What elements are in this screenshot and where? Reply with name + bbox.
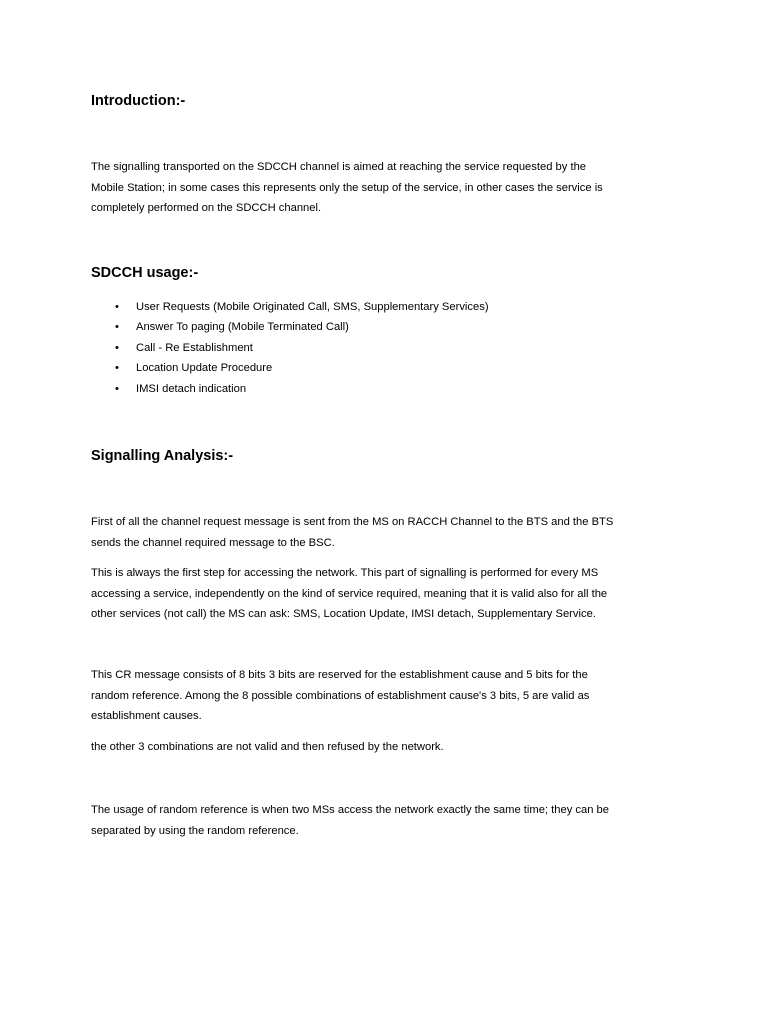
introduction-heading: Introduction:- [91,93,186,109]
list-item [91,317,489,337]
signalling-analysis-heading: Signalling Analysis:- [91,448,234,464]
paragraph-line: First of all the channel request message is sent from the MS on RACCH Channel to the BTS and the BTS [91,516,614,528]
introduction-paragraph [91,157,691,219]
list-item [91,297,489,317]
paragraph-line: separated by using the random reference. [91,824,299,837]
bullet-icon: • [115,341,119,354]
paragraph-line: The usage of random reference is when two MSs access the network exactly the same time; they can be [91,804,609,816]
sdcch-usage-list [91,297,489,399]
paragraph-line: other services (not call) the MS can ask: SMS, Location Update, IMSI detach, Supplementary Service. [91,608,596,620]
bullet-icon: • [115,382,119,395]
paragraph-line: completely performed on the SDCCH channel. [91,202,322,214]
bullet-icon: • [115,362,119,375]
list-item-text: Call - Re Establishment [136,341,253,354]
bullet-icon: • [115,321,119,334]
paragraph-line: the other 3 combinations are not valid and then refused by the network. [91,741,444,753]
analysis-paragraph-2 [91,563,691,625]
sdcch-usage-heading: SDCCH usage:- [91,265,199,281]
analysis-paragraph-4 [91,737,691,758]
paragraph-line: random reference. Among the 8 possible combinations of establishment cause's 3 bits, 5 are valid as [91,689,590,702]
list-item [91,358,489,378]
paragraph-line: This is always the first step for accessing the network. This part of signalling is performed for every MS [91,567,599,579]
list-item-text: IMSI detach indication [136,382,247,395]
analysis-paragraph-1 [91,512,691,553]
paragraph-line: accessing a service, independently on the kind of service required, meaning that it is valid also for all the [91,587,608,600]
paragraph-line: establishment causes. [91,710,202,722]
paragraph-line: Mobile Station; in some cases this represents only the setup of the service, in other cases the service is [91,181,603,194]
paragraph-line: sends the channel required message to the BSC. [91,536,335,549]
bullet-icon: • [115,301,119,313]
list-item-text: User Requests (Mobile Originated Call, SMS, Supplementary Services) [136,301,489,313]
list-item [91,379,489,399]
paragraph-line: This CR message consists of 8 bits 3 bits are reserved for the establishment cause and 5 bits for the [91,669,588,681]
analysis-paragraph-5 [91,800,691,841]
list-item-text: Location Update Procedure [136,362,273,375]
paragraph-line: The signalling transported on the SDCCH channel is aimed at reaching the service requested by the [91,161,587,173]
list-item [91,338,489,358]
analysis-paragraph-3 [91,665,691,727]
list-item-text: Answer To paging (Mobile Terminated Call) [136,321,349,334]
